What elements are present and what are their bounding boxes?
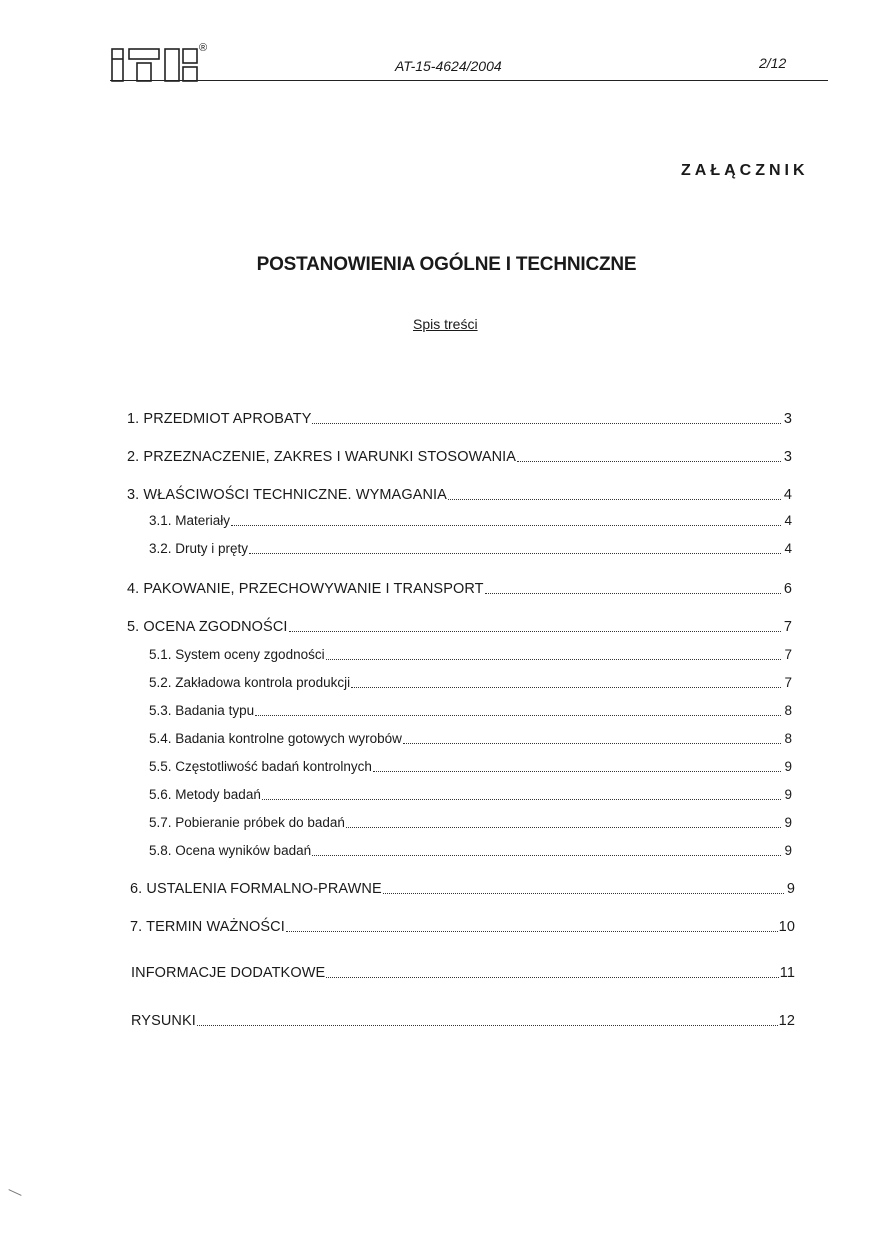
toc-entry-title: 5.8. Ocena wyników badań [149,843,312,858]
toc-entry-page: 10 [778,919,795,935]
toc-leader [289,631,781,632]
toc-entry-page: 8 [784,731,792,746]
toc-leader [312,423,781,424]
toc-leader [448,499,781,500]
toc-leader [249,553,781,554]
toc-leader [383,893,784,894]
toc-entry-title: 5.3. Badania typu [149,703,255,718]
toc-entry [127,486,792,504]
toc-leader [346,827,781,828]
toc-leader [262,799,781,800]
toc-leader [326,977,778,978]
toc-entry-page: 3 [783,449,792,465]
toc-entry [149,758,792,776]
toc-entry-title: 5.1. System oceny zgodności [149,647,325,662]
toc-entry-title: 4. PAKOWANIE, PRZECHOWYWANIE I TRANSPORT [127,581,484,597]
toc-entry [127,410,792,428]
toc-entry-page: 4 [783,487,792,503]
toc-entry-page: 4 [784,513,792,528]
toc-entry [149,646,792,664]
toc-entry [149,512,792,530]
toc-entry-page: 9 [784,843,792,858]
toc-entry-title: 5. OCENA ZGODNOŚCI [127,619,288,635]
toc-entry [149,842,792,860]
toc-entry [127,618,792,636]
toc-entry-title: 1. PRZEDMIOT APROBATY [127,411,312,427]
toc-entry-title: 5.5. Częstotliwość badań kontrolnych [149,759,372,774]
toc-leader [231,525,781,526]
toc-heading: Spis treści [413,316,478,332]
toc-entry-page: 4 [784,541,792,556]
toc-leader [255,715,781,716]
toc-entry-page: 7 [784,647,792,662]
toc-leader [403,743,781,744]
toc-entry-page: 9 [784,759,792,774]
toc-entry-title: 7. TERMIN WAŻNOŚCI [130,919,285,935]
toc-entry-title: RYSUNKI [131,1013,196,1029]
toc-leader [312,855,781,856]
toc-entry-page: 7 [784,675,792,690]
toc-entry [131,1012,795,1030]
toc-entry [130,918,795,936]
toc-entry [149,540,792,558]
toc-entry-page: 9 [786,881,795,897]
toc-leader [517,461,781,462]
toc-entry-title: 3. WŁAŚCIWOŚCI TECHNICZNE. WYMAGANIA [127,487,447,503]
toc-entry-page: 7 [783,619,792,635]
toc-leader [485,593,781,594]
toc-entry-title: 5.7. Pobieranie próbek do badań [149,815,345,830]
toc-entry-title: 5.2. Zakładowa kontrola produkcji [149,675,351,690]
toc-leader [197,1025,778,1026]
page-title: POSTANOWIENIA OGÓLNE I TECHNICZNE [256,254,637,275]
toc-entry-page: 8 [784,703,792,718]
toc-entry-title: 3.2. Druty i pręty [149,541,249,556]
toc-entry-title: 3.1. Materiały [149,513,231,528]
toc-entry-page: 11 [779,965,795,981]
toc-entry-page: 9 [784,787,792,802]
toc-entry [131,964,795,982]
toc-entry-title: 5.6. Metody badań [149,787,261,802]
toc-entry-page: 6 [783,581,792,597]
annex-label: ZAŁĄCZNIK [681,162,809,179]
toc-entry-title: 6. USTALENIA FORMALNO-PRAWNE [130,881,382,897]
toc-entry [149,814,792,832]
toc-leader [373,771,781,772]
page-number: 2/12 [759,55,787,71]
toc-entry-title: 5.4. Badania kontrolne gotowych wyrobów [149,731,402,746]
toc-entry [149,674,792,692]
toc-leader [326,659,781,660]
toc-entry-title: INFORMACJE DODATKOWE [131,965,326,981]
toc-entry [127,580,792,598]
registered-mark: ® [199,42,208,54]
toc-entry-page: 3 [783,411,792,427]
toc-entry [149,786,792,804]
toc-entry [149,702,792,720]
document-number: AT-15-4624/2004 [395,58,502,74]
toc-entry-page: 12 [778,1013,795,1029]
toc-entry [149,730,792,748]
toc-leader [351,687,781,688]
toc-entry [130,880,795,898]
toc-entry-title: 2. PRZEZNACZENIE, ZAKRES I WARUNKI STOSOWANIA [127,449,517,465]
toc-entry-page: 9 [784,815,792,830]
toc-entry [127,448,792,466]
toc-leader [286,931,778,932]
